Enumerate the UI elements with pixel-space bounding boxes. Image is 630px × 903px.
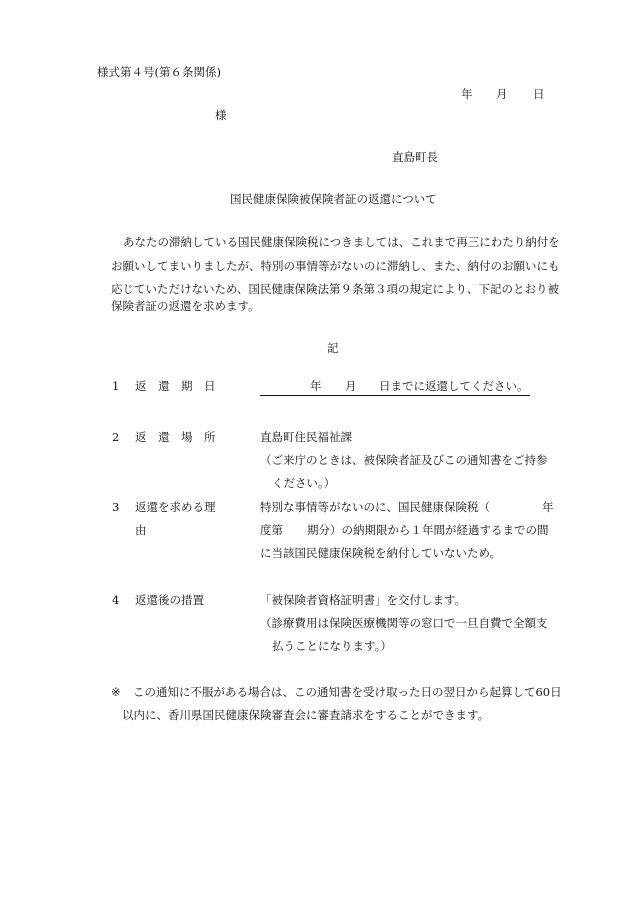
date-month-label: 月 bbox=[496, 87, 508, 101]
body-line-1: あなたの滞納している国民健康保険税につきましては、これまで再三にわたり納付を bbox=[123, 235, 560, 249]
item-3-line-1: 特別な事情等がないのに、国民健康保険税（ bbox=[260, 500, 490, 514]
item-1-due-month: 月 bbox=[345, 379, 357, 393]
note-line-1: この通知に不服がある場合は、この通知書を受け取った日の翌日から起算して60日 bbox=[133, 685, 562, 699]
sender-name: 直島町長 bbox=[392, 150, 438, 164]
item-2-label: 返 還 場 所 bbox=[135, 430, 216, 444]
item-3-line-1-year: 年 bbox=[542, 500, 554, 514]
item-2-line-3: ください。） bbox=[272, 476, 336, 490]
item-3-label-line-1: 返還を求める理 bbox=[135, 500, 216, 514]
item-1-label: 返 還 期 日 bbox=[135, 379, 216, 393]
date-day-label: 日 bbox=[533, 87, 545, 101]
item-1-number: 1 bbox=[112, 379, 120, 393]
item-3-line-2-prefix: 度第 bbox=[260, 523, 283, 537]
form-number: 様式第４号(第６条関係) bbox=[97, 65, 221, 79]
item-4-line-2: （診療費用は保険医療機関等の窓口で一旦自費で全額支 bbox=[260, 616, 548, 630]
item-4-label: 返還後の措置 bbox=[135, 593, 204, 607]
body-line-3: 応じていただけないため、国民健康保険法第９条第３項の規定により、下記のとおり被 bbox=[111, 282, 560, 296]
item-4-line-1: 「被保険者資格証明書」を交付します。 bbox=[260, 593, 467, 607]
item-4-line-3: 払うことになります。） bbox=[272, 639, 392, 653]
body-line-2: お願いしてまいりましたが、特別の事情等がないのに滞納し、また、納付のお願いにも bbox=[111, 259, 560, 273]
item-3-number: 3 bbox=[112, 500, 120, 514]
item-2-line-1: 直島町住民福祉課 bbox=[260, 430, 352, 444]
item-1-due-date-line bbox=[260, 381, 530, 396]
item-2-line-2: （ご来庁のときは、被保険者証及びこの通知書をご持参 bbox=[260, 453, 548, 467]
item-3-line-2: 期分）の納期限から１年間が経過するまでの間 bbox=[307, 523, 549, 537]
item-2-number: 2 bbox=[112, 430, 120, 444]
item-1-due-suffix: 日までに返還してください。 bbox=[379, 379, 529, 393]
item-3-label-line-2: 由 bbox=[135, 523, 147, 537]
date-year-label: 年 bbox=[461, 87, 473, 101]
body-line-4: 保険者証の返還を求めます。 bbox=[111, 299, 260, 313]
item-3-line-3: に当該国民健康保険税を納付していないため。 bbox=[260, 546, 502, 560]
item-4-number: 4 bbox=[112, 593, 120, 607]
note-mark: ※ bbox=[111, 685, 121, 699]
item-1-due-year: 年 bbox=[310, 379, 322, 393]
recipient-suffix: 様 bbox=[215, 108, 227, 122]
document-title: 国民健康保険被保険者証の返還について bbox=[230, 192, 437, 206]
note-line-2: 以内に、香川県国民健康保険審査会に審査請求をすることができます。 bbox=[122, 708, 490, 722]
ki-label: 記 bbox=[327, 341, 339, 355]
